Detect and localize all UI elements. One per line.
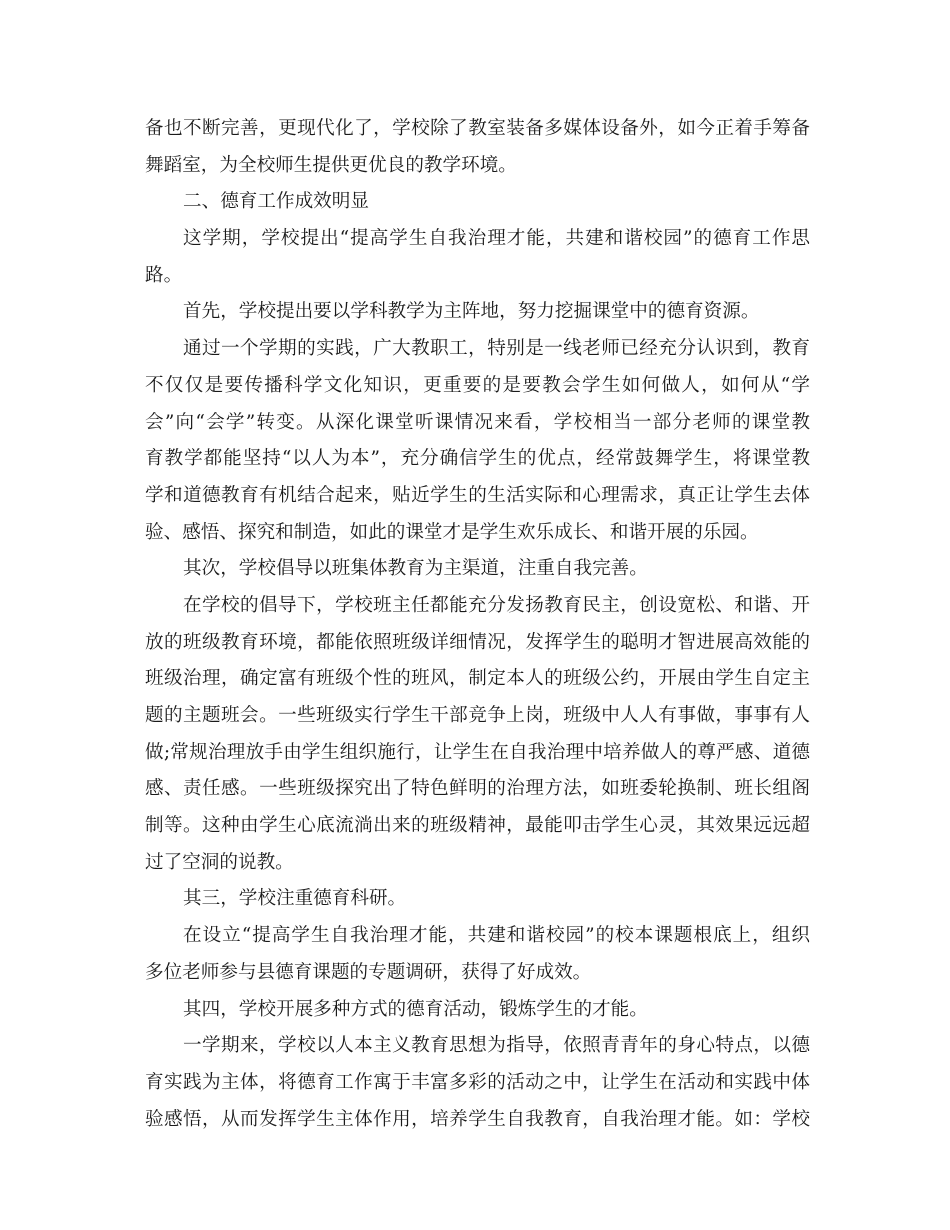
text-line: 不仅仅是要传播科学文化知识，更重要的是要教会学生如何做人，如何从“学 — [145, 374, 810, 396]
text-line: 会”向“会学”转变。从深化课堂听课情况来看，学校相当一部分老师的课堂教 — [145, 411, 810, 433]
text-line: 多位老师参与县德育课题的专题调研，获得了好成效。 — [145, 961, 592, 983]
text-line: 过了空洞的说教。 — [145, 851, 294, 873]
text-line: 其四，学校开展多种方式的德育活动，锻炼学生的才能。 — [183, 998, 648, 1020]
text-line: 学和道德教育有机结合起来，贴近学生的生活实际和心理需求，真正让学生去体 — [145, 484, 810, 506]
text-line: 二、德育工作成效明显 — [183, 191, 369, 213]
text-line: 在设立“提高学生自我治理才能，共建和谐校园”的校本课题根底上，组织 — [183, 925, 810, 947]
text-line: 在学校的倡导下，学校班主任都能充分发扬教育民主，创设宽松、和谐、开 — [183, 594, 810, 616]
text-line: 班级治理，确定富有班级个性的班风，制定本人的班级公约，开展由学生自定主 — [145, 668, 810, 690]
text-line: 路。 — [145, 264, 183, 286]
text-line: 题的主题班会。一些班级实行学生干部竞争上岗，班级中人人有事做，事事有人 — [145, 705, 810, 726]
document-body — [145, 111, 810, 1138]
text-line: 其次，学校倡导以班集体教育为主渠道，注重自我完善。 — [183, 558, 648, 580]
text-line: 做;常规治理放手由学生组织施行，让学生在自我治理中培养做人的尊严感、道德 — [145, 741, 810, 763]
text-line: 验感悟，从而发挥学生主体作用，培养学生自我教育，自我治理才能。如：学校 — [145, 1108, 810, 1130]
text-line: 验、感悟、探究和制造，如此的课堂才是学生欢乐成长、和谐开展的乐园。 — [145, 521, 759, 543]
text-line: 制等。这种由学生心底流淌出来的班级精神，最能叩击学生心灵，其效果远远超 — [145, 815, 810, 837]
text-line: 通过一个学期的实践，广大教职工，特别是一线老师已经充分认识到，教育 — [183, 338, 810, 360]
text-line: 首先，学校提出要以学科教学为主阵地，努力挖掘课堂中的德育资源。 — [183, 301, 760, 323]
text-line: 感、责任感。一些班级探究出了特色鲜明的治理方法，如班委轮换制、班长组阁 — [145, 778, 810, 800]
text-line: 其三，学校注重德育科研。 — [183, 888, 407, 910]
text-line: 育实践为主体，将德育工作寓于丰富多彩的活动之中，让学生在活动和实践中体 — [145, 1071, 810, 1093]
text-line: 备也不断完善，更现代化了，学校除了教室装备多媒体设备外，如今正着手筹备 — [145, 118, 810, 139]
text-line: 一学期来，学校以人本主义教育思想为指导，依照青青年的身心特点，以德 — [183, 1035, 810, 1057]
text-line: 放的班级教育环境，都能依照班级详细情况，发挥学生的聪明才智进展高效能的 — [145, 631, 810, 653]
text-line: 这学期，学校提出“提高学生自我治理才能，共建和谐校园”的德育工作思 — [183, 228, 810, 250]
text-line: 育教学都能坚持“以人为本”，充分确信学生的优点，经常鼓舞学生，将课堂教 — [145, 448, 810, 470]
text-line: 舞蹈室，为全校师生提供更优良的教学环境。 — [145, 154, 517, 176]
